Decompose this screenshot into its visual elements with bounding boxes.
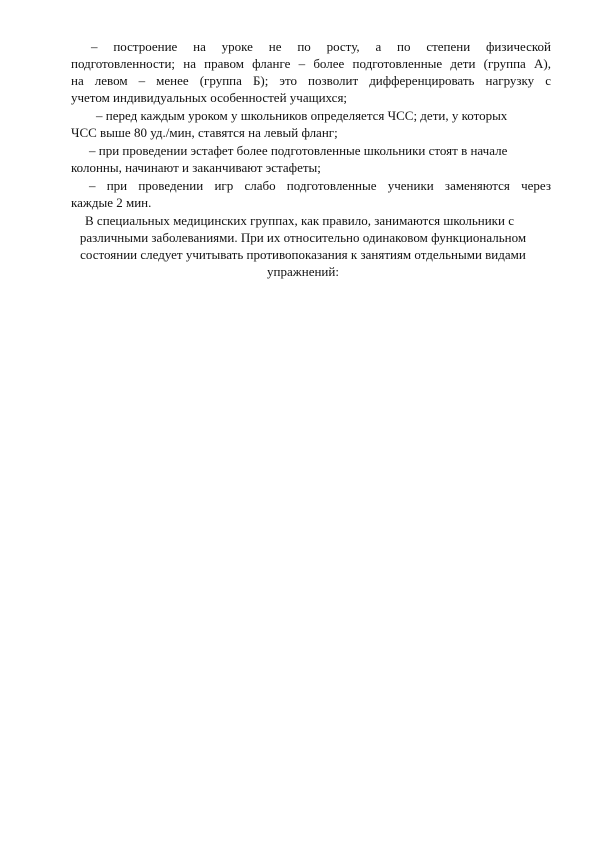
paragraph-1-line-1: – построение на уроке не по росту, а по степени физической xyxy=(91,39,551,54)
paragraph-2-line-2: ЧСС выше 80 уд./мин, ставятся на левый фланг; xyxy=(71,125,338,140)
paragraph-5-line-4: упражнений: xyxy=(267,264,339,279)
paragraph-1-line-4: учетом индивидуальных особенностей учащихся; xyxy=(71,90,348,105)
paragraph-2-line-1: – перед каждым уроком у школьников определяется ЧСС; дети, у которых xyxy=(96,108,508,123)
paragraph-4-line-2: каждые 2 мин. xyxy=(71,195,152,210)
paragraph-5-line-1: В специальных медицинских группах, как правило, занимаются школьники с xyxy=(85,213,514,228)
paragraph-5-line-3: состоянии следует учитывать противопоказания к занятиям отдельными видами xyxy=(80,247,526,262)
paragraph-3-line-2: колонны, начинают и заканчивают эстафеты; xyxy=(71,160,321,175)
paragraph-5-line-2: различными заболеваниями. При их относительно одинаковом функциональном xyxy=(79,230,527,245)
paragraph-1-line-3: на левом – менее (группа Б); это позволит дифференцировать нагрузку с xyxy=(71,73,551,88)
paragraph-3-line-1: – при проведении эстафет более подготовленные школьники стоят в начале xyxy=(89,143,508,158)
paragraph-4-line-1: – при проведении игр слабо подготовленные ученики заменяются через xyxy=(89,178,551,193)
paragraph-1-line-2: подготовленности; на правом фланге – более подготовленные дети (группа А), xyxy=(71,56,551,71)
